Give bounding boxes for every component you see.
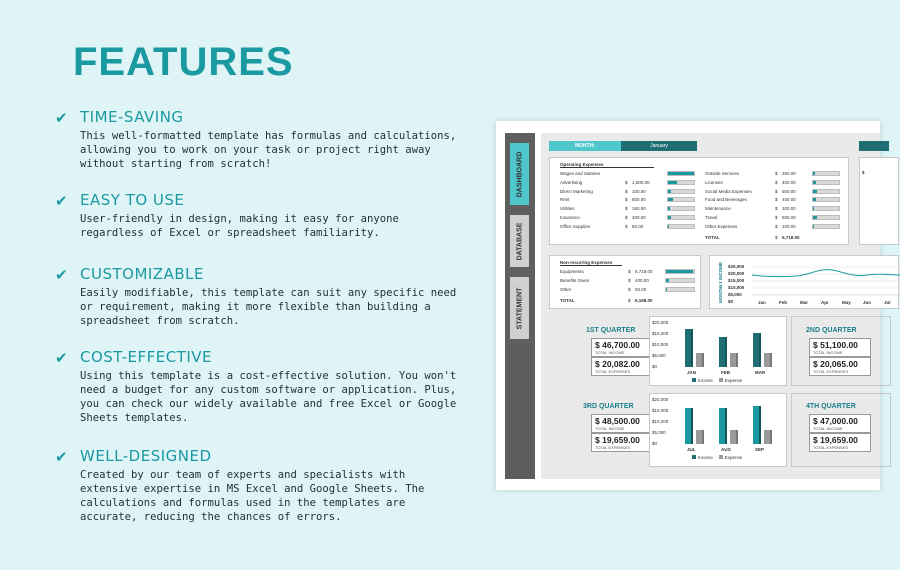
expense-bar-fill — [813, 216, 817, 219]
quarter-4-chart-cut — [791, 393, 891, 467]
y-tick-label: $0 — [728, 299, 734, 304]
feature-text: Easily modifiable, this template can suit any specific need or requirement, making it more flexible than building a spreadsheet from scratch. — [80, 287, 457, 327]
y-tick-label: $15,000 — [652, 408, 669, 413]
feature-title: CUSTOMIZABLE — [80, 265, 204, 283]
expense-bar-fill — [668, 198, 673, 201]
expense-bar-fill — [813, 207, 814, 210]
y-tick-label: $10,000 — [652, 342, 669, 347]
cut-value: $ — [862, 170, 865, 175]
feature-title: TIME-SAVING — [80, 108, 184, 126]
feature-text: This well-formatted template has formulas and calculations, allowing you to work on your task or project right away without starting from scratch! — [80, 130, 457, 170]
currency-sign: $ — [775, 179, 778, 185]
expense-amount: 400.00 — [632, 215, 646, 220]
expenses-value: $ 19,659.00 — [813, 435, 858, 445]
right-cut-box — [859, 141, 889, 151]
expense-bar-fill — [668, 216, 671, 219]
feature-time-saving — [55, 108, 465, 171]
month-select[interactable]: January — [621, 141, 697, 151]
income-bar — [719, 408, 727, 444]
chart-legend — [692, 455, 742, 460]
quarter-4-title: 4TH QUARTER — [806, 403, 856, 410]
x-tick-label: SEP — [755, 447, 765, 452]
feature-title: COST-EFFECTIVE — [80, 348, 213, 366]
panel-title: Operating Expenses — [560, 162, 654, 168]
expenses-label: TOTAL EXPENSES — [813, 369, 849, 374]
expense-name: Social Media Expenses — [705, 188, 752, 194]
expense-bar — [665, 287, 695, 292]
quarter-1-title: 1ST QUARTER — [586, 327, 636, 334]
income-value: $ 51,100.00 — [813, 340, 858, 350]
expense-bar-fill — [813, 198, 816, 201]
sheet-tab-sidebar — [505, 133, 535, 479]
x-tick-label: Apr — [821, 300, 829, 305]
currency-sign: $ — [625, 197, 628, 203]
currency-sign: $ — [775, 223, 778, 229]
quarter-2-title: 2ND QUARTER — [806, 327, 857, 334]
expense-name: Licenses — [705, 179, 723, 185]
quarter-3-chart — [649, 393, 787, 467]
expense-amount: 500.00 — [782, 188, 796, 194]
quarter-1-expenses — [591, 357, 651, 376]
tab-statement[interactable] — [510, 277, 529, 339]
currency-sign: $ — [625, 223, 628, 229]
income-bar — [719, 337, 727, 367]
expense-bar-fill — [666, 288, 667, 291]
expense-bar — [730, 353, 738, 367]
expense-bar-fill — [668, 181, 677, 184]
expense-amount: 400.00 — [782, 179, 796, 185]
currency-sign: $ — [775, 206, 778, 212]
x-tick-label: MAR — [755, 370, 766, 375]
checkmark-icon: ✔ — [55, 109, 68, 127]
monthly-income-ylabel: MONTHLY INCOME — [718, 261, 724, 304]
expense-bar-fill — [668, 207, 670, 210]
dashboard-content — [541, 133, 891, 479]
expense-bar-fill — [666, 270, 693, 273]
quarter-3-title: 3RD QUARTER — [583, 403, 634, 410]
expense-bar — [812, 206, 840, 211]
currency-sign: $ — [625, 188, 628, 194]
feature-text: User-friendly in design, making it easy for anyone regardless of Excel or spreadsheet familiarity. — [80, 213, 399, 239]
expenses-value: $ 20,065.00 — [813, 359, 858, 369]
currency-sign: $ — [625, 179, 628, 185]
expense-amount: 150.00 — [632, 206, 646, 212]
y-tick-label: $20,000 — [728, 271, 745, 276]
feature-title: EASY TO USE — [80, 191, 185, 209]
x-tick-label: FEB — [721, 370, 730, 375]
feature-customizable — [55, 265, 465, 328]
expense-name: Food and Beverages — [705, 197, 747, 203]
expenses-label: TOTAL EXPENSES — [595, 445, 631, 450]
expenses-value: $ 19,659.00 — [595, 435, 640, 445]
checkmark-icon: ✔ — [55, 448, 68, 466]
tab-label: DATABASE — [516, 222, 524, 260]
income-label: TOTAL INCOME — [595, 426, 625, 431]
expense-amount: 400.00 — [635, 278, 649, 283]
expense-bar — [812, 171, 840, 176]
expense-name: Wages and Salaries — [560, 171, 601, 176]
expense-name: Insurance — [560, 215, 580, 220]
spreadsheet-preview — [496, 121, 891, 490]
checkmark-icon: ✔ — [55, 266, 68, 284]
income-value: $ 47,000.00 — [813, 416, 858, 426]
expense-amount: 500.00 — [782, 215, 796, 220]
expense-bar — [812, 180, 840, 185]
expense-amount: 100.00 — [782, 223, 796, 229]
expense-bar — [665, 278, 695, 283]
total-value: 6,168.00 — [635, 298, 653, 303]
checkmark-icon: ✔ — [55, 349, 68, 367]
expense-name: Other Expenses — [705, 223, 738, 229]
expense-bar-fill — [668, 172, 694, 175]
expense-bar — [764, 353, 772, 367]
expense-bar — [667, 206, 695, 211]
right-cut-panel — [859, 157, 899, 245]
expense-bar-fill — [813, 172, 815, 175]
currency-sign: $ — [625, 206, 628, 212]
expenses-label: TOTAL EXPENSES — [813, 445, 849, 450]
quarter-3-income — [591, 414, 651, 433]
y-tick-label: $10,000 — [652, 419, 669, 424]
expense-bar-fill — [813, 190, 817, 193]
monthly-income-chart — [709, 255, 899, 309]
x-tick-label: JAN — [687, 370, 697, 375]
expense-bar — [730, 430, 738, 444]
y-tick-label: $5,000 — [652, 430, 666, 435]
expense-amount: 1,500.00 — [632, 179, 650, 185]
currency-sign: $ — [775, 197, 778, 203]
legend-income-swatch — [692, 455, 696, 459]
expense-bar — [667, 215, 695, 220]
feature-title: WELL-DESIGNED — [80, 447, 212, 465]
x-tick-label: Jul — [884, 300, 891, 305]
income-bar — [753, 406, 761, 444]
expense-amount: 400.00 — [782, 197, 796, 203]
expense-bar-fill — [668, 225, 669, 228]
y-tick-label: $20,000 — [652, 320, 669, 325]
income-value: $ 46,700.00 — [595, 340, 640, 350]
feature-cost-effective — [55, 348, 465, 425]
legend-income-swatch — [692, 378, 696, 382]
income-line — [752, 262, 900, 298]
expense-amount: 50.00 — [635, 287, 647, 292]
nonrecurring-expenses-panel — [549, 255, 701, 309]
expense-bar — [696, 430, 704, 444]
expense-name: Direct Marketing — [560, 188, 593, 194]
expense-name: Equipments — [560, 269, 584, 274]
currency-sign: $ — [628, 298, 631, 303]
x-tick-label: JUL — [687, 447, 696, 452]
x-tick-label: May — [842, 300, 851, 305]
feature-text: Using this template is a cost-effective solution. You won't need a budget for any custom software or application. Plus, you can check our widely available and free Excel or Google Sheets templates. — [80, 370, 457, 424]
tab-label: STATEMENT — [516, 287, 523, 329]
expense-bar — [667, 171, 695, 176]
x-tick-label: Mar — [800, 300, 809, 305]
tab-label: DASHBOARD — [516, 151, 523, 197]
y-tick-label: $5,000 — [652, 353, 666, 358]
expense-amount: 100.00 — [632, 188, 646, 194]
income-label: TOTAL INCOME — [813, 350, 843, 355]
expense-name: Benefits Given — [560, 278, 590, 283]
expense-bar — [667, 189, 695, 194]
quarter-3-expenses — [591, 433, 651, 452]
income-label: TOTAL INCOME — [813, 426, 843, 431]
expense-bar — [665, 269, 695, 274]
legend-expense-swatch — [719, 378, 723, 382]
income-bar — [685, 329, 693, 367]
expense-bar — [812, 224, 840, 229]
currency-sign: $ — [775, 171, 778, 176]
page-title: FEATURES — [73, 40, 294, 84]
expense-name: Office Supplies — [560, 223, 591, 229]
y-tick-label: $25,000 — [728, 264, 745, 269]
expense-amount: 800.00 — [632, 197, 646, 203]
legend-income-label: Income — [698, 455, 713, 460]
expense-name: Other — [560, 287, 572, 292]
feature-text: Created by our team of experts and specialists with extensive expertise in MS Excel and Google Sheets. The calculations and formulas used in the templates are accurate, reducing the chances of errors. — [80, 469, 425, 523]
expense-bar-fill — [813, 225, 814, 228]
expense-bar — [667, 224, 695, 229]
feature-well-designed — [55, 447, 465, 524]
tab-dashboard[interactable] — [510, 143, 529, 205]
currency-sign: $ — [628, 269, 631, 274]
y-tick-label: $10,000 — [728, 285, 745, 290]
expense-name: Advertising — [560, 179, 583, 185]
expense-amount: 50.00 — [632, 223, 644, 229]
income-bar — [753, 333, 761, 367]
y-tick-label: $0 — [652, 364, 658, 369]
total-value: 5,718.00 — [782, 235, 800, 240]
y-tick-label: $20,000 — [652, 397, 669, 402]
quarter-1-income — [591, 338, 651, 357]
legend-expense-label: Expense — [724, 455, 743, 460]
expense-amount: 100.00 — [782, 206, 796, 212]
expense-name: Travel — [705, 215, 718, 220]
currency-sign: $ — [628, 287, 631, 292]
x-tick-label: Jan — [758, 300, 766, 305]
expense-bar — [812, 189, 840, 194]
expense-name: Maintenance — [705, 206, 731, 212]
quarter-1-chart — [649, 316, 787, 386]
legend-expense-swatch — [719, 455, 723, 459]
tab-database[interactable] — [510, 215, 529, 267]
month-label: MONTH: — [549, 141, 621, 151]
currency-sign: $ — [628, 278, 631, 283]
expenses-label: TOTAL EXPENSES — [595, 369, 631, 374]
expenses-value: $ 20,082.00 — [595, 359, 640, 369]
expense-bar — [812, 197, 840, 202]
y-tick-label: $5,000 — [728, 292, 742, 297]
legend-expense-label: Expense — [724, 378, 743, 383]
currency-sign: $ — [625, 215, 628, 220]
y-tick-label: $15,000 — [652, 331, 669, 336]
feature-easy-to-use — [55, 191, 465, 240]
expense-name: Utilities — [560, 206, 575, 212]
expense-bar-fill — [813, 181, 816, 184]
expense-bar — [812, 215, 840, 220]
y-tick-label: $15,000 — [728, 278, 745, 283]
income-bar — [685, 408, 693, 444]
total-label: TOTAL — [705, 235, 720, 240]
x-tick-label: Feb — [779, 300, 788, 305]
income-value: $ 48,500.00 — [595, 416, 640, 426]
expense-bar — [667, 197, 695, 202]
income-label: TOTAL INCOME — [595, 350, 625, 355]
y-tick-label: $0 — [652, 441, 658, 446]
currency-sign: $ — [775, 235, 778, 240]
chart-legend — [692, 378, 742, 383]
operating-expenses-panel — [549, 157, 849, 245]
expense-bar — [696, 353, 704, 367]
x-tick-label: Jun — [863, 300, 872, 305]
currency-sign: $ — [775, 215, 778, 220]
expense-amount: 250.00 — [782, 171, 796, 176]
x-tick-label: AUG — [721, 447, 731, 452]
total-label: TOTAL — [560, 298, 575, 303]
expense-bar-fill — [668, 190, 671, 193]
expense-bar-fill — [666, 279, 669, 282]
expense-bar — [667, 180, 695, 185]
currency-sign: $ — [775, 188, 778, 194]
expense-name: Outside Services — [705, 171, 740, 176]
checkmark-icon: ✔ — [55, 192, 68, 210]
expense-amount: 5,718.00 — [635, 269, 653, 274]
quarter-2-chart-cut — [791, 316, 891, 386]
expense-name: Rent — [560, 197, 570, 203]
legend-income-label: Income — [698, 378, 713, 383]
expense-bar — [764, 430, 772, 444]
panel-title: Non-recurring Expenses — [560, 260, 622, 266]
